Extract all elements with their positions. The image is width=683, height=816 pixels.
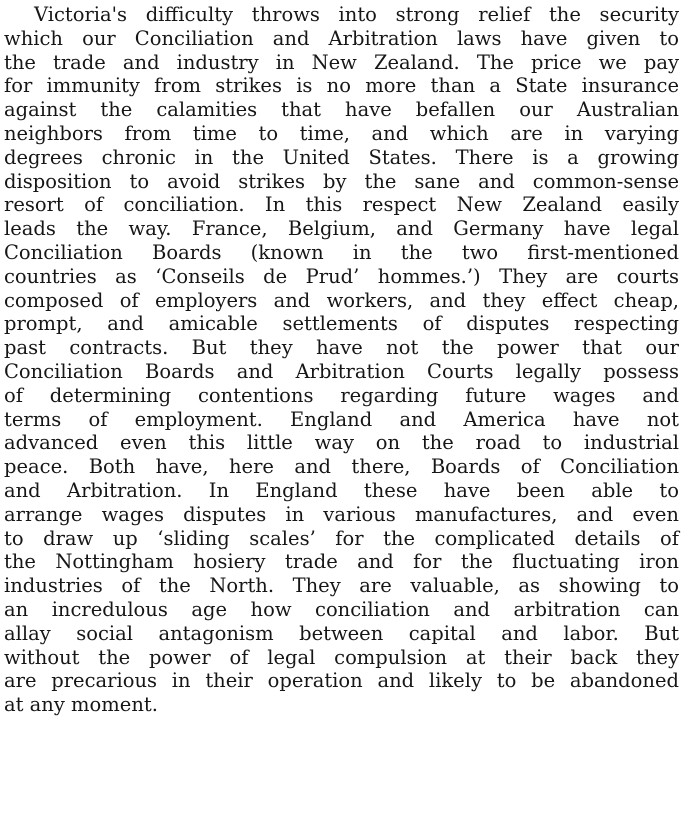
text-line: arrange wages disputes in various manufactures, and even (4, 502, 679, 526)
text-line: composed of employers and workers, and they effect cheap, (4, 288, 679, 312)
text-line: neighbors from time to time, and which are in varying (4, 121, 679, 145)
text-line: terms of employment. England and America have not (4, 407, 679, 431)
text-line: leads the way. France, Belgium, and Germany have legal (4, 217, 679, 241)
text-line: against the calamities that have befallen our Australian (4, 98, 679, 122)
text-line: the Nottingham hosiery trade and for the fluctuating iron (4, 550, 679, 574)
text-line: resort of conciliation. In this respect New Zealand easily (4, 193, 679, 217)
article-paragraph (4, 3, 679, 717)
text-line: the trade and industry in New Zealand. The price we pay (4, 50, 679, 74)
text-line: degrees chronic in the United States. There is a growing (4, 145, 679, 169)
text-line: industries of the North. They are valuable, as showing to (4, 574, 679, 598)
text-line: an incredulous age how conciliation and arbitration can (4, 597, 679, 621)
text-line: advanced even this little way on the road to industrial (4, 431, 679, 455)
text-line: countries as ‘Conseils de Prud’ hommes.’) They are courts (4, 264, 679, 288)
text-line: at any moment. (4, 693, 158, 717)
text-line: which our Conciliation and Arbitration laws have given to (4, 26, 679, 50)
text-line: peace. Both have, here and there, Boards of Conciliation (4, 455, 679, 479)
text-line: of determining contentions regarding future wages and (4, 383, 679, 407)
text-line: are precarious in their operation and likely to be abandoned (4, 669, 679, 693)
text-line: Conciliation Boards and Arbitration Courts legally possess (4, 359, 679, 383)
text-line: allay social antagonism between capital and labor. But (4, 621, 679, 645)
text-line: and Arbitration. In England these have been able to (4, 478, 679, 502)
text-line: without the power of legal compulsion at their back they (4, 645, 679, 669)
text-line: past contracts. But they have not the power that our (4, 336, 679, 360)
text-line: for immunity from strikes is no more than a State insurance (4, 74, 679, 98)
text-line: disposition to avoid strikes by the sane and common-sense (4, 169, 679, 193)
text-line: to draw up ‘sliding scales’ for the complicated details of (4, 526, 679, 550)
text-line: prompt, and amicable settlements of disputes respecting (4, 312, 679, 336)
text-line: Conciliation Boards (known in the two first-mentioned (4, 240, 679, 264)
text-line: Victoria's difficulty throws into strong relief the security (34, 3, 679, 26)
